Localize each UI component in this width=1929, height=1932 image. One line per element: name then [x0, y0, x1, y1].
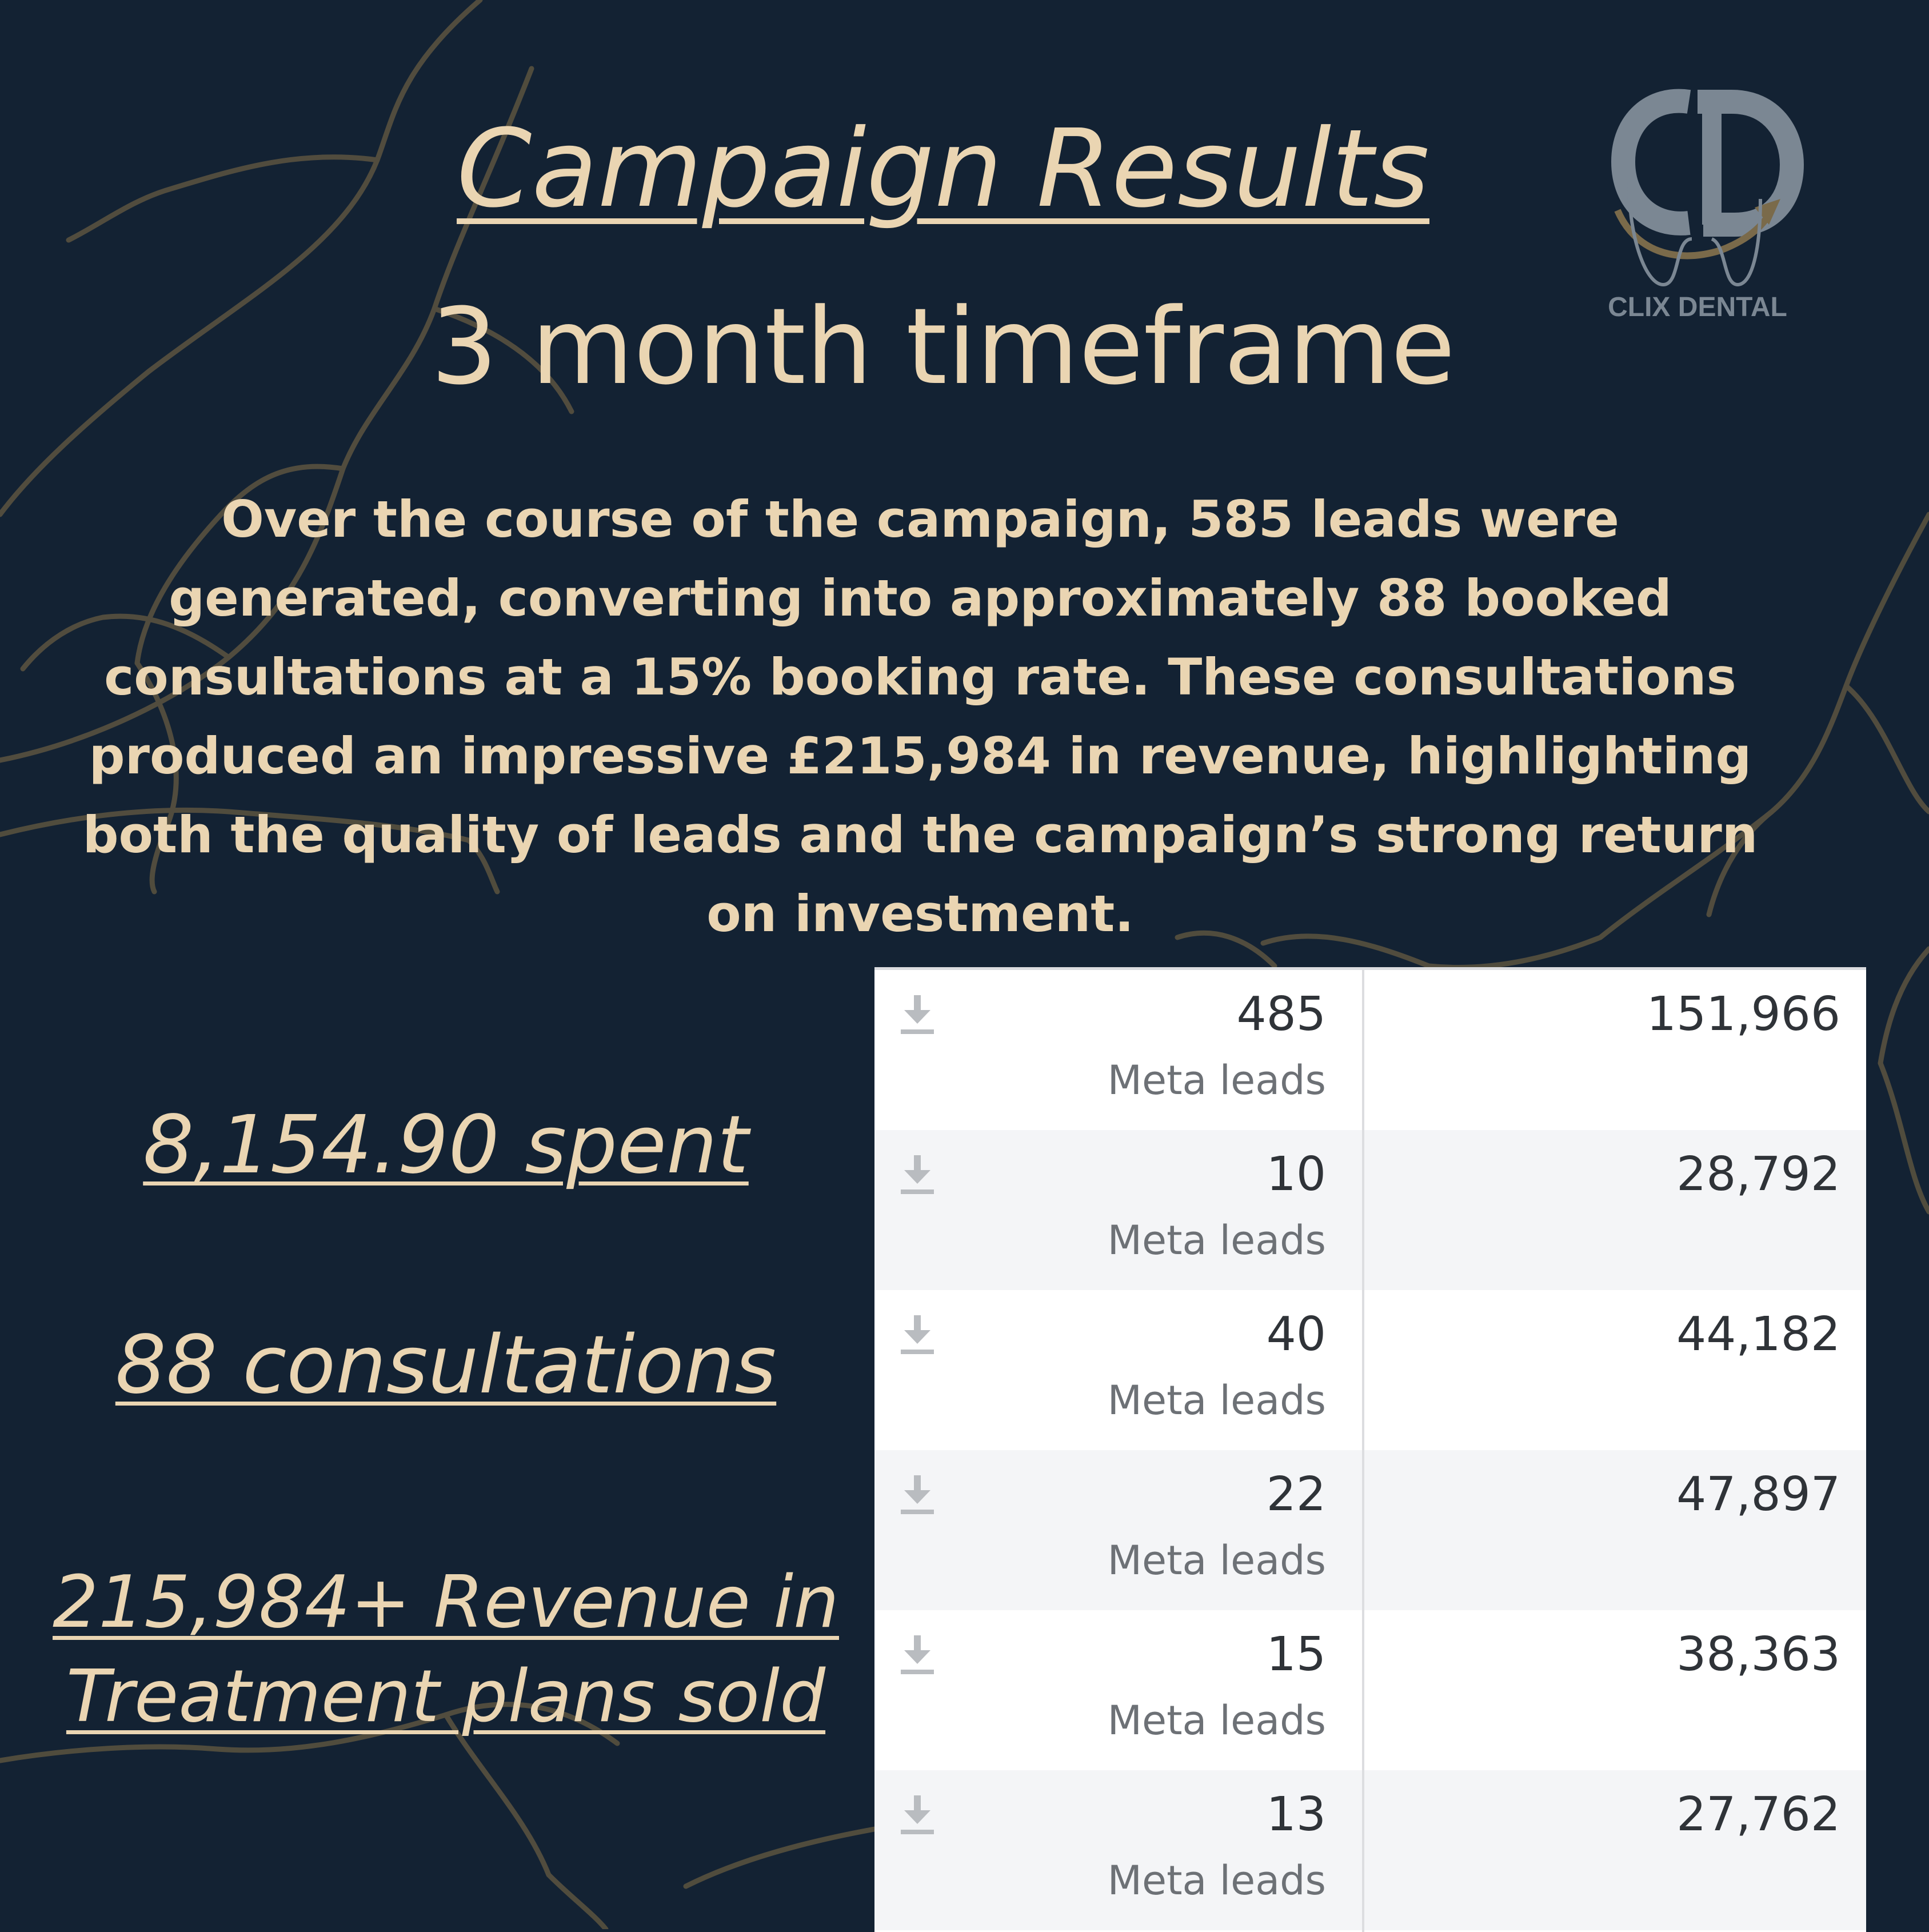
table-row: [874, 970, 1866, 1130]
leads-label: Meta leads: [1107, 1697, 1326, 1744]
leads-table: [874, 967, 1866, 1932]
leads-count: 13: [1266, 1787, 1326, 1842]
page-title: Campaign Results: [457, 106, 1429, 231]
table-row: [874, 1130, 1866, 1290]
campaign-description: Over the course of the campaign, 585 leads were generated, converting into approximately 88 booked consultations at a 15% booking rate. These consultations produced an impressive £215,984 in revenue, highlighting both the quality of leads and the campaign’s strong return on investment.: [82, 490, 1758, 943]
column-divider: [1362, 970, 1364, 1932]
table-row: [874, 1450, 1866, 1610]
clix-dental-logo: [1589, 67, 1806, 330]
table-row: [874, 1290, 1866, 1450]
leads-count: 15: [1266, 1627, 1326, 1682]
leads-count: 40: [1266, 1307, 1326, 1362]
download-icon[interactable]: [897, 992, 937, 1037]
leads-count: 10: [1266, 1147, 1326, 1201]
stat-revenue-line2: Treatment plans sold: [66, 1654, 826, 1738]
stat-spent: 8,154.90 spent: [143, 1099, 749, 1192]
download-icon[interactable]: [897, 1792, 937, 1838]
revenue-value: 151,966: [1646, 987, 1840, 1041]
download-icon[interactable]: [897, 1152, 937, 1197]
revenue-value: 28,792: [1676, 1147, 1840, 1201]
stat-revenue: [46, 1555, 846, 1743]
stat-consultations: 88 consultations: [115, 1319, 777, 1412]
stat-revenue-line1: 215,984+ Revenue in: [53, 1560, 839, 1644]
leads-label: Meta leads: [1107, 1217, 1326, 1264]
table-row: [874, 1770, 1866, 1930]
page-subtitle: 3 month timeframe: [430, 286, 1456, 408]
leads-label: Meta leads: [1107, 1057, 1326, 1104]
revenue-value: 27,762: [1676, 1787, 1840, 1842]
revenue-value: 44,182: [1676, 1307, 1840, 1362]
download-icon[interactable]: [897, 1312, 937, 1358]
download-icon[interactable]: [897, 1472, 937, 1518]
leads-count: 485: [1236, 987, 1326, 1041]
leads-label: Meta leads: [1107, 1537, 1326, 1584]
leads-label: Meta leads: [1107, 1857, 1326, 1904]
revenue-value: 47,897: [1676, 1467, 1840, 1522]
logo-lettering: CD: [1698, 90, 1699, 91]
brand-name: CLIX DENTAL: [1608, 292, 1787, 322]
leads-label: Meta leads: [1107, 1377, 1326, 1424]
leads-count: 22: [1266, 1467, 1326, 1522]
table-row: [874, 1610, 1866, 1770]
download-icon[interactable]: [897, 1632, 937, 1678]
revenue-value: 38,363: [1676, 1627, 1840, 1682]
